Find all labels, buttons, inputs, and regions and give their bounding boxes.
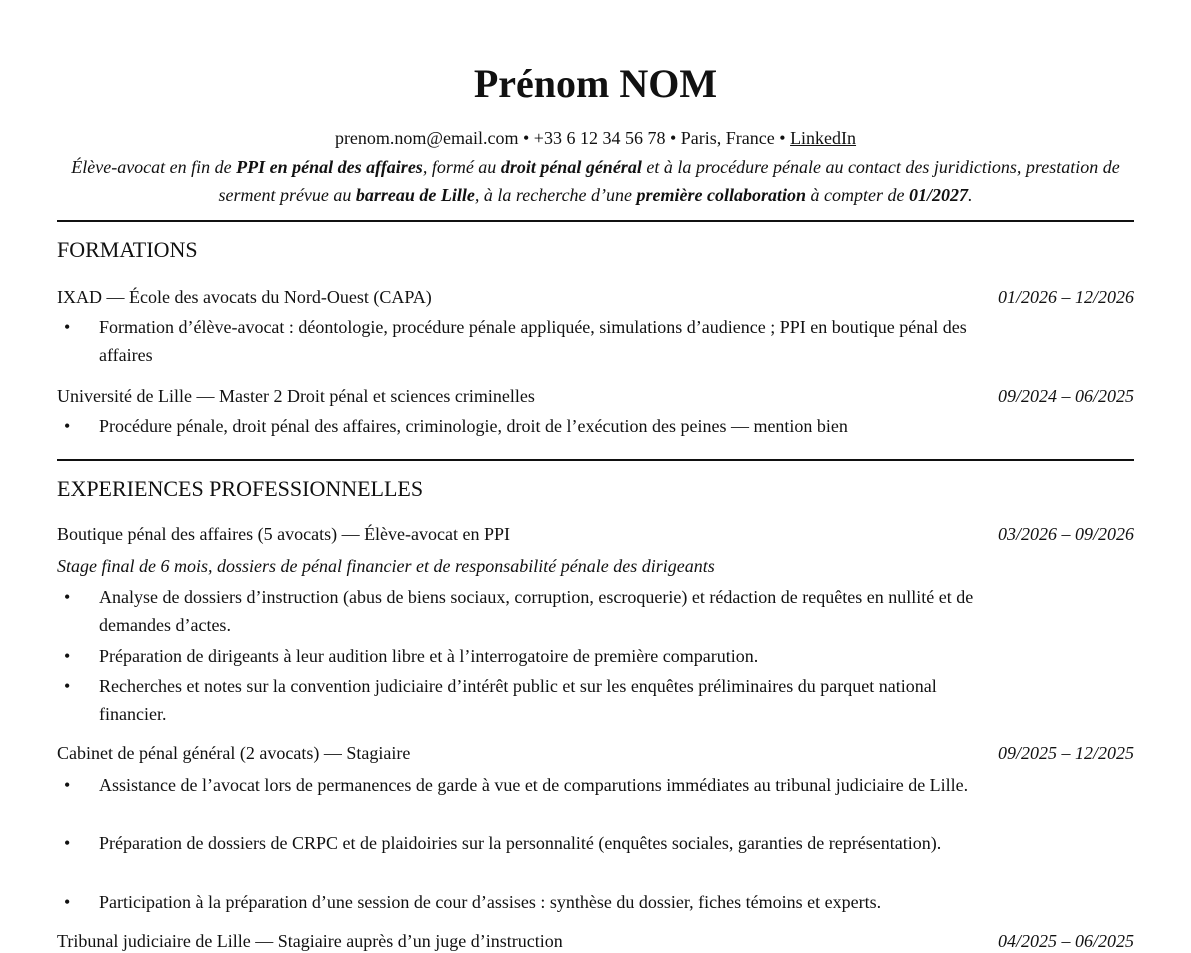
bullet-icon: • [64,833,71,853]
summary-text: . [968,185,973,205]
summary-emphasis: PPI en pénal des affaires [236,157,423,177]
linkedin-link[interactable]: LinkedIn [790,128,857,148]
section-divider [57,220,1134,222]
contact-separator: • [518,128,534,148]
bullet-icon: • [64,892,71,912]
contact-separator: • [774,128,791,148]
profile-summary [56,153,1135,209]
formation-dates: 09/2024 – 06/2025 [997,386,1134,406]
list-item-text: Recherches et notes sur la convention judiciaire d’intérêt public et sur les enquêtes préliminaires du parquet national financier. [99,676,937,724]
experience-heading: Boutique pénal des affaires (5 avocats) — Élève-avocat en PPI [57,524,511,544]
bullet-icon: • [64,416,71,436]
formation-heading: Université de Lille — Master 2 Droit pénal et sciences criminelles [57,386,535,406]
list-item-text: Participation à la préparation d’une session de cour d’assises : synthèse du dossier, fiches témoins et experts. [99,892,882,912]
section-divider [57,459,1134,461]
list-item-text: Procédure pénale, droit pénal des affaires, criminologie, droit de l’exécution des peines — mention bien [99,416,848,436]
list-item-text: Préparation de dirigeants à leur audition libre et à l’interrogatoire de première comparution. [99,646,759,666]
bullet-icon: • [64,646,71,666]
summary-emphasis: première collaboration [636,185,807,205]
experience-dates: 09/2025 – 12/2025 [997,743,1134,763]
formation-heading: IXAD — École des avocats du Nord-Ouest (CAPA) [57,287,432,307]
summary-emphasis: 01/2027 [909,185,969,205]
summary-text: , à la recherche d’une [474,185,637,205]
bullet-icon: • [64,775,71,795]
list-item-text: Assistance de l’avocat lors de permanences de garde à vue et de comparutions immédiates au tribunal judiciaire de Lille. [99,775,969,795]
bullet-icon: • [64,676,71,696]
bullet-icon: • [64,587,71,607]
experience-subtitle: Stage final de 6 mois, dossiers de pénal financier et de responsabilité pénale des dirigeants [57,556,715,576]
candidate-name: Prénom NOM [473,61,718,106]
experience-dates: 04/2025 – 06/2025 [997,931,1134,951]
contact-line [0,127,1191,149]
experience-heading: Cabinet de pénal général (2 avocats) — Stagiaire [57,743,411,763]
contact-city: Paris, France [680,128,775,148]
summary-text: , formé au [422,157,501,177]
bullet-icon: • [64,317,71,337]
list-item-text: Analyse de dossiers d’instruction (abus de biens sociaux, corruption, escroquerie) et rédaction de requêtes en nullité et de demandes d’actes. [99,587,974,635]
summary-emphasis: barreau de Lille [355,185,475,205]
contact-phone: +33 6 12 34 56 78 [533,128,666,148]
summary-text: à compter de [806,185,910,205]
section-title-formations: FORMATIONS [57,237,198,262]
summary-text: et à la procédure pénale au contact des juridictions, prestation de serment prévue au [218,157,1120,205]
experience-dates: 03/2026 – 09/2026 [997,524,1134,544]
experience-heading: Tribunal judiciaire de Lille — Stagiaire auprès d’un juge d’instruction [57,931,563,951]
formation-dates: 01/2026 – 12/2026 [997,287,1134,307]
list-item-text: Préparation de dossiers de CRPC et de plaidoiries sur la personnalité (enquêtes sociales, garanties de représentation). [99,833,942,853]
contact-email: prenom.nom@email.com [334,128,519,148]
section-title-experiences: EXPERIENCES PROFESSIONNELLES [57,476,424,501]
summary-emphasis: droit pénal général [500,157,642,177]
list-item-text: Formation d’élève-avocat : déontologie, procédure pénale appliquée, simulations d’audience ; PPI en boutique pénal des affaires [99,317,967,365]
contact-separator: • [665,128,681,148]
summary-text: Élève-avocat en fin de [71,157,237,177]
